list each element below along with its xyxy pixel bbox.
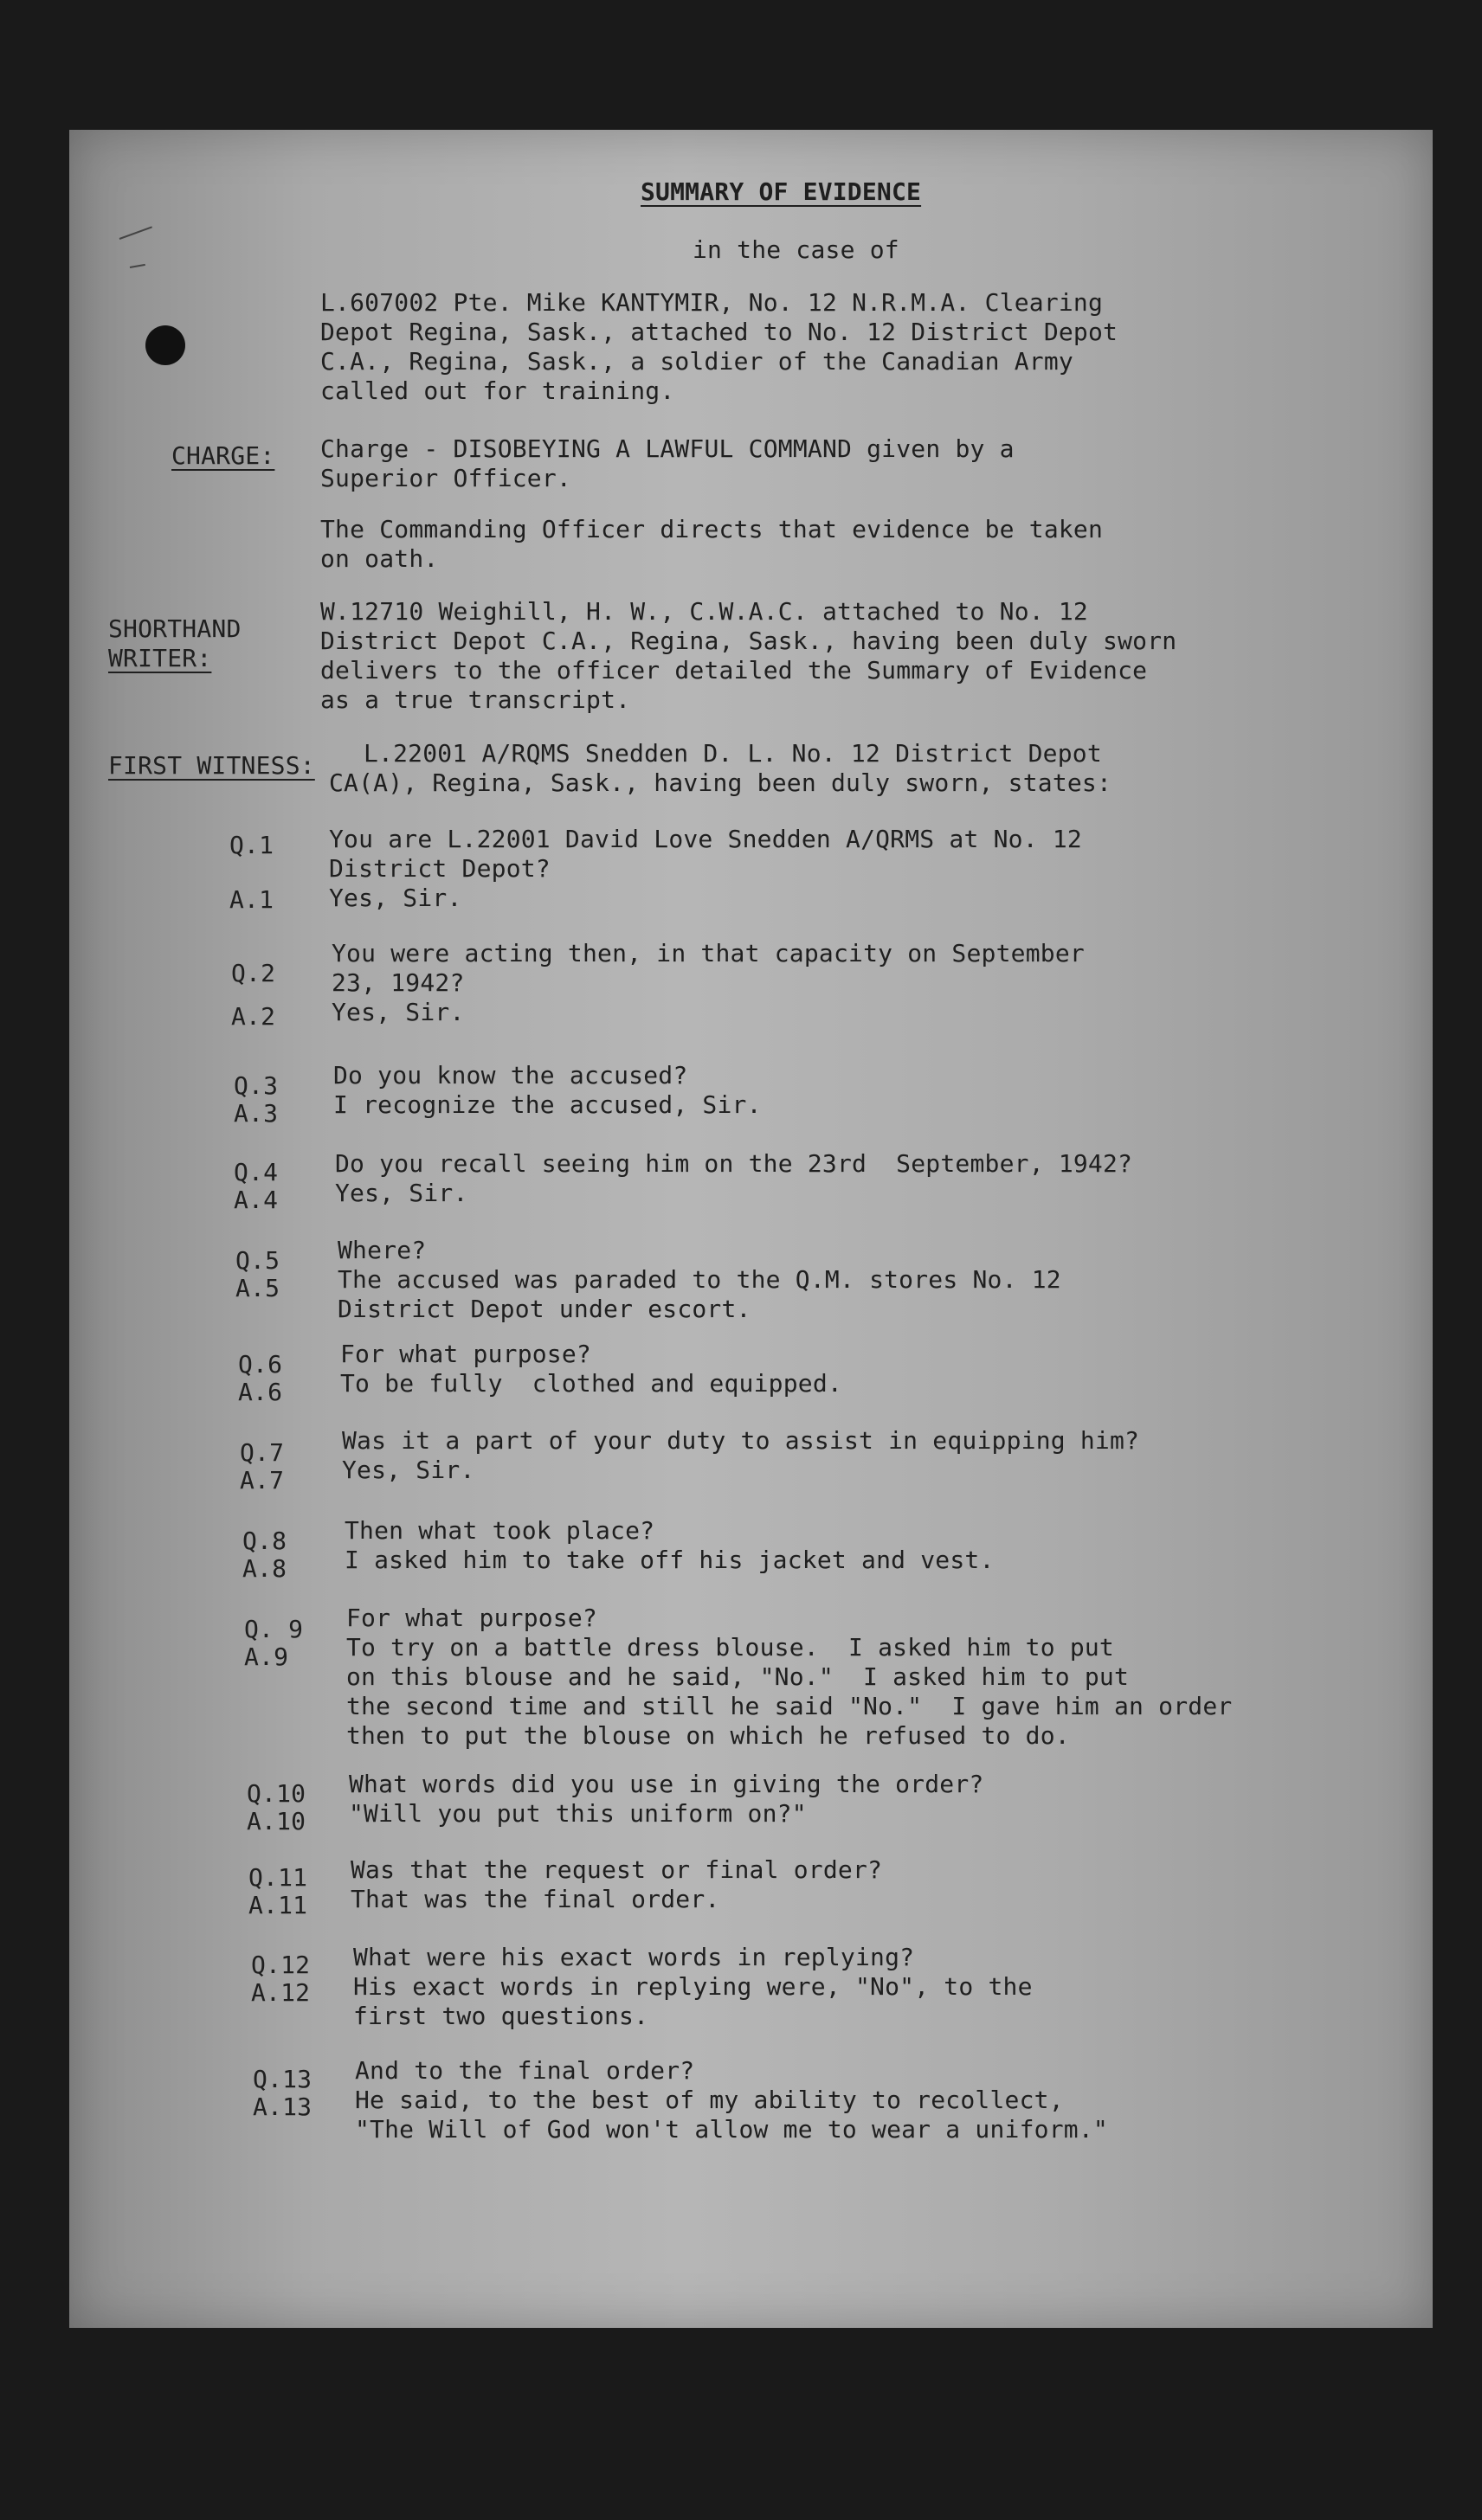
question-number: Q.13	[253, 2065, 313, 2093]
scratch-mark	[130, 264, 145, 268]
answer-number: A.4	[234, 1186, 279, 1214]
answer-text: The accused was paraded to the Q.M. stores No. 12	[338, 1265, 1061, 1294]
in-case-of: in the case of	[693, 235, 899, 264]
answer-text: Yes, Sir.	[329, 884, 462, 912]
witness-label: FIRST WITNESS:	[108, 751, 315, 780]
shorthand-line: delivers to the officer detailed the Summary of Evidence	[320, 656, 1148, 685]
answer-text: Yes, Sir.	[335, 1179, 468, 1207]
answer-number: A.8	[242, 1554, 287, 1583]
question-text: And to the final order?	[355, 2056, 695, 2085]
shorthand-label: WRITER:	[108, 644, 212, 672]
question-text: Do you recall seeing him on the 23rd September, 1942?	[335, 1149, 1133, 1178]
question-number: Q.3	[234, 1071, 279, 1100]
charge-line: Superior Officer.	[320, 464, 571, 492]
question-number: Q.4	[234, 1158, 279, 1186]
answer-text: on this blouse and he said, "No." I asked him to put	[346, 1662, 1130, 1691]
question-number: Q.2	[231, 959, 276, 987]
answer-text: I asked him to take off his jacket and vest.	[345, 1546, 995, 1574]
question-text: For what purpose?	[340, 1340, 591, 1368]
answer-number: A.3	[234, 1099, 279, 1128]
answer-text: He said, to the best of my ability to recollect,	[355, 2086, 1064, 2114]
question-number: Q. 9	[244, 1615, 304, 1643]
answer-number: A.7	[240, 1466, 285, 1495]
answer-number: A.10	[247, 1807, 306, 1835]
question-number: Q.6	[238, 1350, 283, 1379]
question-text: 23, 1942?	[332, 968, 465, 997]
question-text: Was that the request or final order?	[351, 1855, 883, 1884]
question-number: Q.10	[247, 1779, 306, 1808]
charge-label: CHARGE:	[171, 441, 275, 470]
answer-text: His exact words in replying were, "No", to the	[353, 1972, 1033, 2001]
answer-text: the second time and still he said "No." I gave him an order	[346, 1692, 1233, 1720]
question-text: You were acting then, in that capacity on September	[332, 939, 1085, 968]
question-number: Q.1	[229, 831, 274, 859]
shorthand-line: W.12710 Weighill, H. W., C.W.A.C. attached to No. 12	[320, 597, 1088, 626]
question-number: Q.11	[248, 1863, 308, 1892]
intro-line: L.607002 Pte. Mike KANTYMIR, No. 12 N.R.M.A. Clearing	[320, 288, 1104, 317]
answer-text: District Depot under escort.	[338, 1295, 751, 1323]
answer-number: A.11	[248, 1891, 308, 1919]
answer-number: A.9	[244, 1642, 289, 1671]
question-text: You are L.22001 David Love Snedden A/QRMS at No. 12	[329, 825, 1082, 853]
scratch-mark	[119, 226, 152, 240]
question-text: Was it a part of your duty to assist in equipping him?	[342, 1426, 1140, 1455]
shorthand-line: as a true transcript.	[320, 685, 631, 714]
question-text: For what purpose?	[346, 1604, 597, 1632]
answer-number: A.2	[231, 1002, 276, 1031]
question-text: Then what took place?	[345, 1516, 655, 1545]
witness-line: L.22001 A/RQMS Snedden D. L. No. 12 District Depot	[364, 739, 1102, 768]
answer-number: A.13	[253, 2092, 313, 2121]
question-text: What words did you use in giving the order?	[349, 1770, 984, 1798]
question-number: Q.12	[251, 1951, 311, 1979]
answer-text: first two questions.	[353, 2002, 649, 2030]
witness-line: CA(A), Regina, Sask., having been duly sworn, states:	[329, 768, 1112, 797]
answer-text: Yes, Sir.	[332, 998, 465, 1026]
document-title: SUMMARY OF EVIDENCE	[641, 177, 922, 206]
question-number: Q.8	[242, 1527, 287, 1555]
question-text: What were his exact words in replying?	[353, 1943, 915, 1971]
directs-line: The Commanding Officer directs that evidence be taken	[320, 515, 1104, 543]
intro-line: Depot Regina, Sask., attached to No. 12 District Depot	[320, 318, 1118, 346]
question-number: Q.5	[235, 1246, 280, 1275]
answer-text: To try on a battle dress blouse. I asked him to put	[346, 1633, 1114, 1662]
answer-text: Yes, Sir.	[342, 1456, 475, 1484]
shorthand-line: District Depot C.A., Regina, Sask., having been duly sworn	[320, 627, 1177, 655]
document-page	[69, 130, 1433, 2328]
shorthand-label: SHORTHAND	[108, 614, 242, 643]
question-number: Q.7	[240, 1438, 285, 1467]
answer-number: A.1	[229, 885, 274, 914]
answer-number: A.6	[238, 1378, 283, 1406]
answer-text: "Will you put this uniform on?"	[349, 1799, 807, 1828]
charge-line: Charge - DISOBEYING A LAWFUL COMMAND given by a	[320, 434, 1015, 463]
answer-text: "The Will of God won't allow me to wear a uniform."	[355, 2115, 1108, 2144]
answer-text: I recognize the accused, Sir.	[333, 1090, 762, 1119]
punch-hole	[145, 325, 185, 365]
answer-text: then to put the blouse on which he refused to do.	[346, 1721, 1070, 1750]
intro-line: C.A., Regina, Sask., a soldier of the Canadian Army	[320, 347, 1073, 376]
answer-text: To be fully clothed and equipped.	[340, 1369, 842, 1398]
directs-line: on oath.	[320, 544, 439, 573]
answer-text: That was the final order.	[351, 1885, 720, 1913]
question-text: Do you know the accused?	[333, 1061, 688, 1090]
answer-number: A.12	[251, 1978, 311, 2007]
question-text: District Depot?	[329, 854, 551, 883]
question-text: Where?	[338, 1236, 427, 1264]
answer-number: A.5	[235, 1274, 280, 1302]
intro-line: called out for training.	[320, 376, 675, 405]
